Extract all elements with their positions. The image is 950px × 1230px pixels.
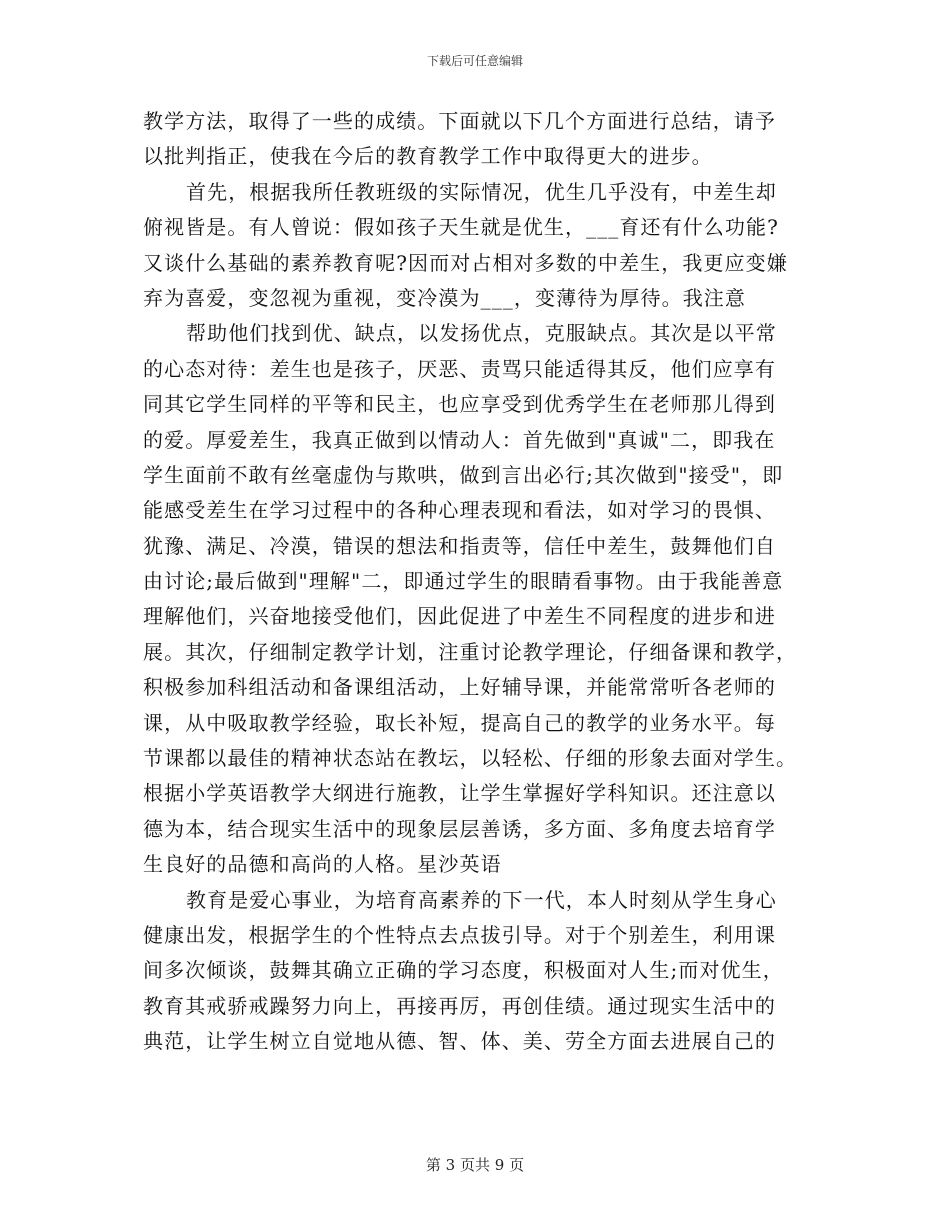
text-line: 学生面前不敢有丝毫虚伪与欺哄，做到言出必行;其次做到"接受"，即 [143,462,784,487]
text-line: 教学方法，取得了一些的成绩。下面就以下几个方面进行总结，请予 [143,109,776,133]
text-line: 健康出发，根据学生的个性特点去点拔引导。对于个别差生，利用课 [143,922,776,947]
text-line: 积极参加科组活动和备课组活动，上好辅导课，并能常常听各老师的 [143,675,776,700]
text-line: 典范，让学生树立自觉地从德、智、体、美、劳全方面去进展自己的 [143,1029,776,1054]
text-line: 根据小学英语教学大纲进行施教，让学生掌握好学科知识。还注意以 [143,781,776,806]
text-line: 展。其次，仔细制定教学计划，注重讨论教学理论，仔细备课和教学， [143,639,798,664]
text-line: 俯视皆是。有人曾说：假如孩子天生就是优生，___育还有什么功能? [143,215,779,240]
text-line: 教育是爱心事业，为培育高素养的下一代，本人时刻从学生身心 [186,887,777,912]
text-line: 帮助他们找到优、缺点，以发扬优点，克服缺点。其次是以平常 [186,321,777,346]
page-header: 下载后可任意编辑 [426,54,523,68]
text-line: 首先，根据我所任教班级的实际情况，优生几乎没有，中差生却 [186,179,777,204]
text-line: 节课都以最佳的精神状态站在教坛，以轻松、仔细的形象去面对学生。 [143,746,798,771]
text-line: 弃为喜爱，变忽视为重视，变冷漠为___，变薄待为厚待。我注意 [143,285,746,310]
text-line: 理解他们，兴奋地接受他们，因此促进了中差生不同程度的进步和进 [143,604,776,629]
text-line: 德为本，结合现实生活中的现象层层善诱，多方面、多角度去培育学 [143,816,776,841]
text-line: 间多次倾谈，鼓舞其确立正确的学习态度，积极面对人生;而对优生， [143,958,784,983]
text-line: 以批判指正，使我在今后的教育教学工作中取得更大的进步。 [143,144,713,169]
text-line: 犹豫、满足、冷漠，错误的想法和指责等，信任中差生，鼓舞他们自 [143,533,776,558]
text-line: 教育其戒骄戒躁努力向上，再接再厉，再创佳绩。通过现实生活中的 [143,993,776,1018]
document-body [143,104,813,1060]
text-line: 能感受差生在学习过程中的各种心理表现和看法，如对学习的畏惧、 [143,498,776,523]
text-line: 的爱。厚爱差生，我真正做到以情动人：首先做到"真诚"二，即我在 [143,427,776,452]
page-footer: 第 3 页共 9 页 [425,1156,525,1174]
text-line: 由讨论;最后做到"理解"二，即通过学生的眼睛看事物。由于我能善意 [143,569,784,594]
text-line: 课，从中吸取教学经验，取长补短，提高自己的教学的业务水平。每 [143,710,776,735]
text-line: 同其它学生同样的平等和民主，也应享受到优秀学生在老师那儿得到 [143,392,776,417]
text-line: 又谈什么基础的素养教育呢?因而对占相对多数的中差生，我更应变嫌 [143,250,788,275]
text-line: 的心态对待：差生也是孩子，厌恶、责骂只能适得其反，他们应享有 [143,356,776,381]
text-line: 生良好的品德和高尚的人格。星沙英语 [143,852,502,877]
